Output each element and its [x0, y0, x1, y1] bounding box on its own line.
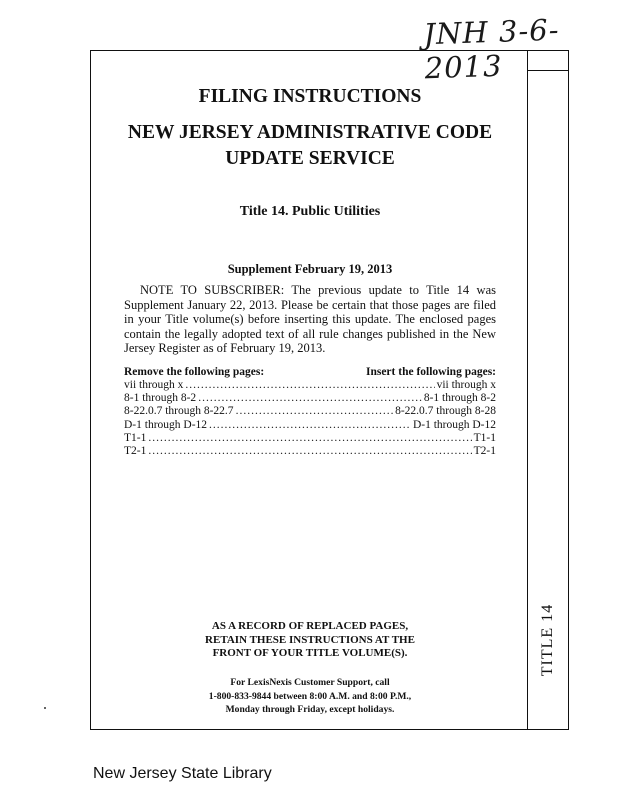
dot-leader — [209, 419, 411, 432]
dot-leader — [148, 445, 471, 458]
customer-support — [124, 676, 496, 717]
insert-pages: 8-1 through 8-2 — [423, 392, 496, 405]
title-name: Title 14. Public Utilities — [239, 204, 381, 219]
handwritten-note: JNH 3-6-2013 — [422, 12, 560, 86]
remove-pages: 8-22.0.7 through 8-22.7 — [124, 405, 234, 418]
table-header — [124, 366, 496, 378]
library-stamp: New Jersey State Library — [93, 765, 272, 782]
insert-pages: vii through x — [436, 379, 496, 391]
remove-pages: 8-1 through 8-2 — [124, 392, 197, 405]
table-row — [124, 445, 496, 458]
dot-leader — [148, 432, 471, 445]
table-row — [124, 392, 496, 405]
insert-pages: D-1 through D-12 — [412, 418, 496, 431]
remove-pages: vii through x — [124, 379, 184, 391]
remove-header: Remove the following pages: — [124, 366, 265, 378]
support-line: 1-800-833-9844 between 8:00 A.M. and 8:00 P.M., — [208, 690, 412, 702]
page-replacement-table — [124, 379, 496, 458]
table-row — [124, 419, 496, 432]
table-row — [124, 405, 496, 418]
scan-speck — [44, 707, 46, 709]
heading-filing-instructions: FILING INSTRUCTIONS — [198, 86, 422, 107]
insert-pages: T1-1 — [473, 431, 496, 444]
table-row — [124, 432, 496, 445]
record-instructions — [124, 620, 496, 661]
remove-pages: T1-1 — [124, 431, 147, 444]
record-line: FRONT OF YOUR TITLE VOLUME(S). — [212, 647, 408, 660]
remove-pages: T2-1 — [124, 445, 147, 458]
heading-njac: NEW JERSEY ADMINISTRATIVE CODE — [127, 122, 493, 143]
support-line: Monday through Friday, except holidays. — [225, 704, 395, 715]
insert-pages: 8-22.0.7 through 8-28 — [395, 405, 496, 418]
title-tab-label: TITLE 14 — [539, 603, 556, 677]
support-line: For LexisNexis Customer Support, call — [230, 677, 390, 688]
supplement-date: Supplement February 19, 2013 — [227, 262, 393, 276]
dot-leader — [236, 405, 394, 418]
tab-top-rule — [527, 50, 569, 71]
heading-update-service: UPDATE SERVICE — [225, 148, 395, 169]
insert-header: Insert the following pages: — [365, 366, 496, 378]
dot-leader — [185, 379, 434, 392]
remove-pages: D-1 through D-12 — [124, 418, 208, 431]
table-row — [124, 379, 496, 392]
record-line: RETAIN THESE INSTRUCTIONS AT THE — [205, 633, 415, 646]
insert-pages: T2-1 — [473, 445, 496, 458]
tab-divider — [527, 50, 528, 730]
dot-leader — [198, 392, 422, 405]
record-line: AS A RECORD OF REPLACED PAGES, — [211, 620, 409, 632]
subscriber-note: NOTE TO SUBSCRIBER: The previous update to Title 14 was Supplement January 22, 2013. Please be certain that those pages are filed in your Title volume(s) before inserting this update. The enclosed pages contain the legally adopted text of all rule changes published in the New Jersey Register as of February 19, 2013. — [124, 283, 496, 356]
